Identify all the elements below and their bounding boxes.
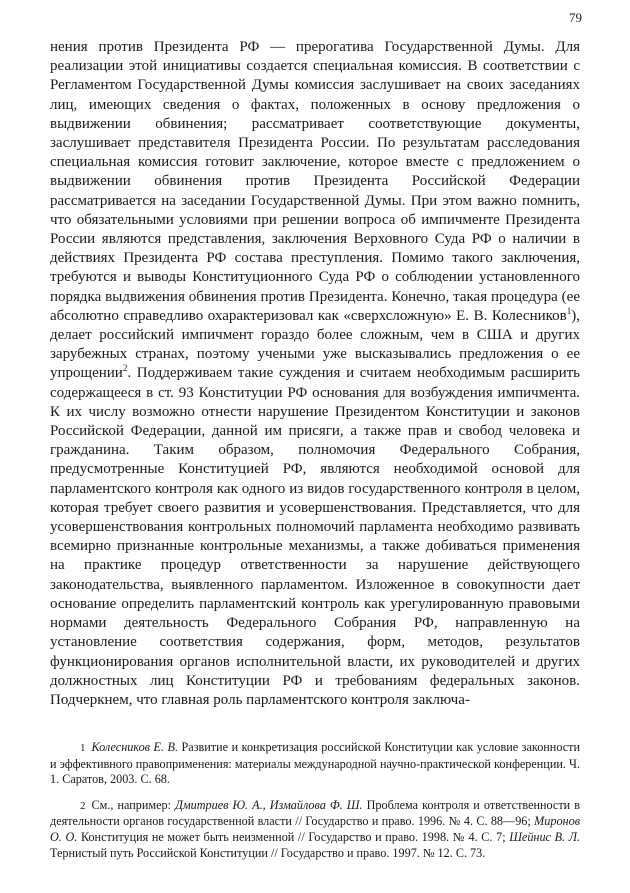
footnotes-section <box>50 740 580 871</box>
footnote-author: Шейнис В. Л. <box>509 829 580 844</box>
footnote-author: Дмитриев Ю. А., Измайлова Ф. Ш. <box>175 797 363 812</box>
footnote-reference-1[interactable]: 1 <box>566 305 572 316</box>
paragraph-text-part-1: нения против Президента РФ — прерогатива Государственной Думы. Для реализации этой инициативы создается специальная комиссия. В соответствии с Регламентом Государственной Думы комиссия заслушивает на своих заседаниях лиц, имеющих сведения о фактах, положенных в основу предложения о выдвижении обвинения; рассматривает соответствующие документы, заслушивает представителя Президента России. По результатам расследования специальная комиссия готовит заключение, которое вместе с предложением о выдвижении обвинения против Президента Российской Федерации рассматривается на заседании Государственной Думы. При этом важно помнить, что обязательными условиями при решении вопроса об импичменте Президента России являются представления, заключения Верховного Суда РФ о наличии в действиях Президента РФ состава преступления. Помимо такого заключения, требуются и выводы Конституционного Суда РФ о соблюдении установленного порядка выдвижения обвинения против Президента. Конечно, такая процедура (ее абсолютно справедливо охарактеризовал как «сверхсложную» Е. В. Колесников <box>50 39 580 324</box>
paragraph-text-part-2: ), делает российский импичмент гораздо более сложным, чем в США и других зарубежных странах, поэтому учеными уже высказывались предложения о ее упрощении <box>50 307 580 382</box>
footnote-mark: 1 <box>80 742 86 754</box>
footnote-1 <box>50 740 580 788</box>
footnote-author: Миронов О. О. <box>50 814 580 844</box>
paragraph-text-part-3: . Поддерживаем такие суждения и считаем необходимым расширить содержащееся в ст. 93 Конституции РФ основания для возбуждения импичмента. К их числу возможно отнести нарушение Президентом Конституции и законов Российской Федерации, данной им присяги, а также прав и свобод человека и гражданина. Таким образом, полномочия Федерального Собрания, предусмотренные Конституцией РФ, являются необходимой основой для парламентского контроля как одного из видов государственного контроля в целом, которая требует своего развития и усовершенствования. Представляется, что для усовершенствования контрольных полномочий парламента необходимо развивать всемирно признанные контрольные механизмы, а также добиваться применения на практике процедур ответственности за нарушение действующего законодательства, выявленного парламентом. Изложенное в совокупности дает основание определить парламентский контроль как урегулированную правовыми нормами деятельность Федерального Собрания РФ, направленную на установление соответствия содержания, форм, методов, результатов функционирования органов исполнительной власти, их руководителей и других должностных лиц Конституции РФ и требованиям федеральных законов. Подчеркнем, что главная роль парламентского контроля заключа- <box>50 365 580 708</box>
footnote-text: Конституция не может быть неизменной // Государство и право. 1998. № 4. С. 7; <box>77 829 510 844</box>
footnote-text: Проблема контроля и ответственности в деятельности органов государственной власти // Государство и право. 1996. № 4. С. 88—96; <box>50 797 580 829</box>
page-number: 79 <box>569 10 582 25</box>
main-paragraph <box>50 38 580 710</box>
footnote-author: Колесников Е. В. <box>91 740 178 754</box>
footnote-mark: 2 <box>80 799 86 812</box>
footnote-2 <box>50 798 580 861</box>
footnote-reference-2[interactable]: 2 <box>122 363 128 374</box>
footnote-prefix: См., например: <box>91 797 176 812</box>
footnote-text: Развитие и конкретизация российской Конституции как условие законности и эффективного правоприменения: материалы международной научно-практической конференции. Ч. 1. Саратов, 2003. С. 68. <box>50 740 580 787</box>
footnote-text: Тернистый путь Российской Конституции // Государство и право. 1997. № 12. С. 73. <box>50 845 486 860</box>
